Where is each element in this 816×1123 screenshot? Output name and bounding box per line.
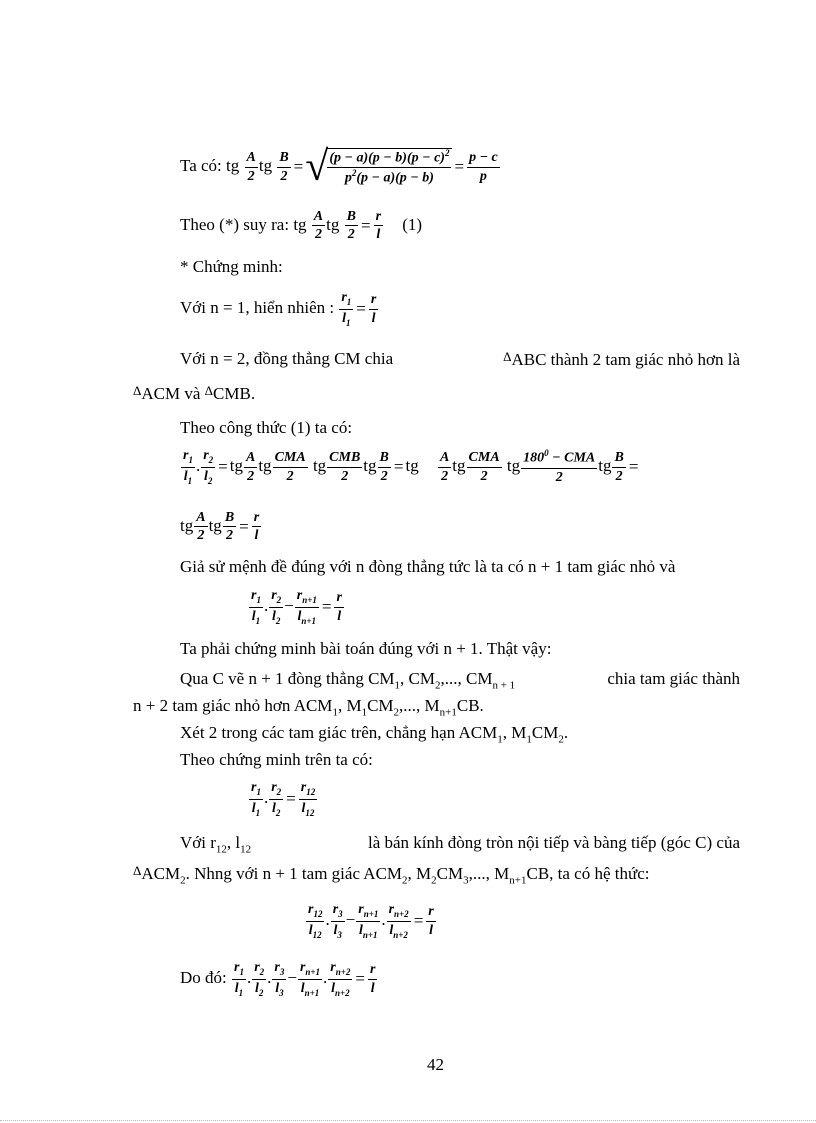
formula-line-4: Với n = 1, hiển nhiên : $\frac{r_1}{l_1}$ = $\frac{r}{l}$ [180, 290, 377, 328]
heading-proof: * Chứng minh: [180, 257, 283, 276]
paragraph-assume: Giả sử mệnh đề đúng với n đòng thẳng tức là ta có n + 1 tam giác nhỏ và [180, 557, 676, 576]
formula-line-tg: tg $\frac{A}{2}$ tg $\frac{B}{2}$ = $\frac{r}{l}$ [180, 510, 260, 544]
text-formula-ref: Theo công thức (1) ta có: [180, 418, 353, 437]
fraction: $\frac{A}{2}$ [313, 209, 324, 243]
radical-content [326, 148, 452, 186]
page-bottom-divider [0, 1120, 816, 1121]
paragraph-radius-cont: $^\Delta ACM_2$. Nhng với n + 1 tam giác $ACM_2$, $M_2CM_3$,..., $M_{n+1}CB$, ta có hệ thức: [133, 863, 650, 887]
paragraph-by-proof: Theo chứng minh trên ta có: [180, 750, 373, 769]
fraction: $\frac{B}{2}$ [279, 150, 289, 184]
formula-line-2: Theo (*) suy ra: tg $\frac{A}{2}$ tg $\frac{B}{2}$ = $\frac{r}{l}$ (1) [180, 209, 423, 243]
paragraph-construct: Qua C vẽ n + 1 đòng thẳng $CM_1$, $CM_2$,..., $CM_{n + 1}$ chia tam giác thành [180, 669, 740, 692]
formula-line-1: Ta có: tg $\frac{A}{2}$ tg $\frac{B}{2}$ =√ $\frac{(p - a)(p - b)(p - c)^2}{p^2(p - a)(p - b)}$ = $\frac{p - c}{p}$ [180, 144, 498, 190]
formula-line-long: $\frac{r_1}{l_1}$ . $\frac{r_2}{l_2}$ = tg $\frac{A}{2}$ tg $\frac{\text{CMA}}{2}$ tg $\frac{\text{CMB}}{2}$ tg $\frac{B}{2}$ = tg $\frac{A}{2}$ tg $\frac{\text{CMA}}{2}$ tg $\frac{180^0 - CMA}{2}$ tg $\frac{B}{2}$ = [183, 448, 639, 486]
radical-sign: √ [305, 144, 329, 190]
paragraph-construct-cont: n + 2 tam giác nhỏ hơn $ACM_1$, $M_1CM_2$,..., $M_{n+1}CB$. [133, 696, 484, 719]
fraction: $\frac{A}{2}$ [246, 150, 256, 184]
paragraph-n2: Với n = 2, đồng thẳng CM chia $^\Delta$ABC thành 2 tam giác nhỏ hơn là [180, 349, 740, 369]
fraction: $\frac{r_1}{l_1}$ [341, 290, 352, 328]
formula-conclusion: Do đó: $\frac{r_1}{l_1}$ . $\frac{r_2}{l_2}$ . $\frac{r_3}{l_3}$ − $\frac{r_{n+1}}{l_{n+1}}$ . $\frac{r_{n+2}}{l_{n+2}}$ = $\frac{r}{l}$ [180, 960, 376, 998]
page-number: 42 [427, 1055, 444, 1074]
paragraph-radius: Với $r_{12}$, $l_{12}$ là bán kính đòng tròn nội tiếp và bàng tiếp (góc C) của [180, 833, 740, 856]
paragraph-consider: Xét 2 trong các tam giác trên, chẳng hạn $ACM_1$, $M_1CM_2$. [180, 723, 569, 746]
fraction: $\frac{r}{l}$ [370, 292, 377, 326]
formula-hypothesis: $\frac{r_1}{l_1}$ . $\frac{r_2}{l_2}$ − $\frac{r_{n+1}}{l_{n+1}}$ = $\frac{r}{l}$ [251, 588, 342, 626]
text-lead: Ta có: [180, 155, 227, 175]
fraction: $\frac{(p - a)(p - b)(p - c)^2}{p^2(p - a)(p - b)}$ [329, 147, 450, 186]
fraction: $\frac{r}{l}$ [375, 209, 382, 243]
formula-chain: $\frac{r_{12}}{l_{12}}$ . $\frac{r_3}{l_3}$ − $\frac{r_{n+1}}{l_{n+1}}$ . $\frac{r_{n+2}}{l_{n+2}}$ = $\frac{r}{l}$ [308, 902, 434, 940]
formula-r12: $\frac{r_1}{l_1}$ . $\frac{r_2}{l_2}$ = $\frac{r_{12}}{l_{12}}$ [251, 780, 316, 818]
paragraph-prove: Ta phải chứng minh bài toán đúng với n + 1. Thật vậy: [180, 639, 552, 658]
paragraph-n2-cont: $^\Delta$ACM và $^\Delta$CMB. [133, 383, 256, 403]
fraction: $\frac{p - c}{p}$ [469, 150, 498, 184]
fraction: $\frac{B}{2}$ [346, 209, 356, 243]
